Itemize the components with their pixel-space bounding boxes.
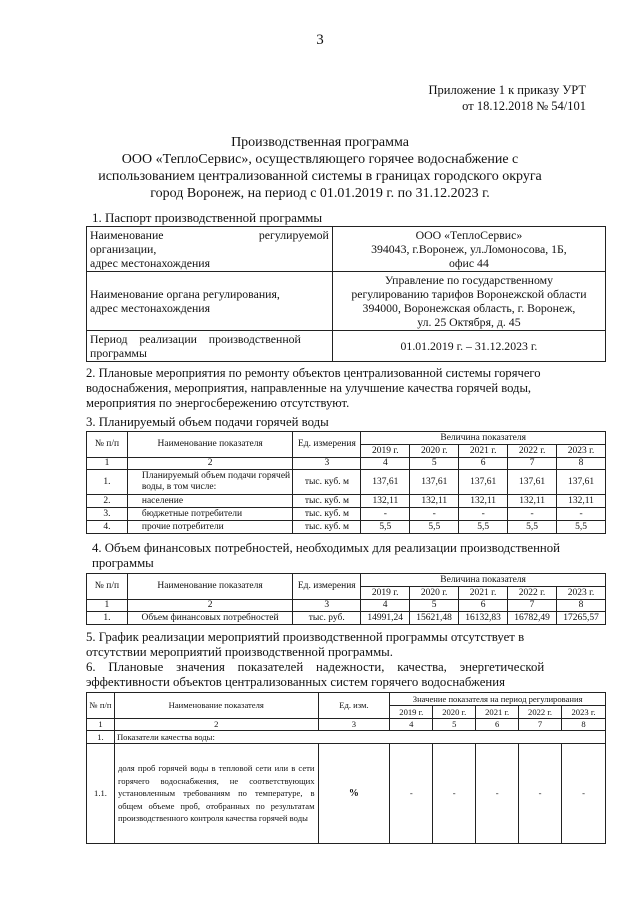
header-value-group: Величина показателя: [361, 574, 606, 587]
passport-value-line: офис 44: [449, 256, 489, 270]
passport-label-part: Наименование органа регулирования,: [90, 287, 280, 301]
header-year: 2019 г.: [361, 587, 410, 600]
row-num: 1.1.: [87, 744, 115, 844]
header-year: 2019 г.: [390, 706, 433, 719]
title-line-2: ООО «ТеплоСервис», осуществляющего горячее водоснабжение с: [121, 152, 519, 167]
passport-value-line: ул. 25 Октября, д. 45: [417, 315, 521, 329]
section-6-line: 6. Плановые значения показателей надежности, качества, энергетической: [86, 660, 545, 674]
table-row: [87, 272, 606, 331]
row-value: 132,11: [557, 495, 606, 508]
row-unit: тыс. куб. м: [293, 521, 361, 534]
row-value: -: [519, 744, 562, 844]
col-number: 3: [293, 458, 361, 470]
section-6-text: [86, 660, 606, 690]
col-number: 7: [508, 458, 557, 470]
passport-value-line: 394043, г.Воронеж, ул.Ломоносова, 1Б,: [371, 242, 567, 256]
header-num: № п/п: [87, 574, 128, 600]
row-value: 132,11: [361, 495, 410, 508]
indicators-table: [86, 692, 606, 844]
passport-label: [87, 331, 333, 362]
row-value: 132,11: [508, 495, 557, 508]
row-name: население: [127, 495, 293, 508]
col-number: 2: [114, 719, 318, 731]
row-unit: тыс. руб.: [293, 612, 361, 625]
section-2-text: [86, 366, 606, 411]
col-number: 4: [361, 600, 410, 612]
row-value: 137,61: [361, 470, 410, 495]
passport-label: [87, 272, 333, 331]
col-number: 5: [433, 719, 476, 731]
column-number-row: [87, 719, 606, 731]
row-num: 1.: [87, 612, 128, 625]
appendix-line-1: Приложение 1 к приказу УРТ: [428, 83, 586, 97]
table-header-row: [87, 693, 606, 706]
section-3-heading: 3. Планируемый объем подачи горячей воды: [86, 415, 329, 429]
header-year: 2020 г.: [433, 706, 476, 719]
row-value: 16782,49: [508, 612, 557, 625]
title-line-1: Производственная программа: [231, 135, 409, 150]
header-year: 2020 г.: [410, 587, 459, 600]
row-value: 5,5: [361, 521, 410, 534]
document-title: [60, 134, 580, 202]
header-unit: Ед. изм.: [318, 693, 390, 719]
row-num: 3.: [87, 508, 128, 521]
header-value-group: Величина показателя: [361, 432, 606, 445]
table-row: [87, 495, 606, 508]
row-value: -: [390, 744, 433, 844]
row-value: 5,5: [557, 521, 606, 534]
row-num: 4.: [87, 521, 128, 534]
header-year: 2020 г.: [410, 445, 459, 458]
header-num: № п/п: [87, 693, 115, 719]
finance-table: [86, 573, 606, 625]
column-number-row: [87, 458, 606, 470]
title-line-3: использованием централизованной системы в границах городского округа: [98, 169, 542, 184]
col-number: 8: [557, 458, 606, 470]
header-name: Наименование показателя: [127, 432, 293, 458]
col-number: 8: [562, 719, 606, 731]
passport-label: [87, 227, 333, 272]
section-6-line: эффективности объектов централизованных систем горячего водоснабжения: [86, 675, 505, 689]
header-year: 2023 г.: [562, 706, 606, 719]
title-line-4: город Воронеж, на период с 01.01.2019 г. по 31.12.2023 г.: [150, 186, 490, 201]
header-year: 2023 г.: [557, 445, 606, 458]
row-unit: %: [318, 744, 390, 844]
header-year: 2021 г.: [476, 706, 519, 719]
passport-label-part: программы: [90, 346, 147, 360]
section-1-heading: 1. Паспорт производственной программы: [92, 210, 323, 225]
passport-value-line: ООО «ТеплоСервис»: [415, 228, 523, 242]
group-row: [87, 731, 606, 744]
col-number: 7: [508, 600, 557, 612]
row-name: прочие потребители: [127, 521, 293, 534]
row-name: Объем финансовых потребностей: [127, 612, 292, 625]
header-name: Наименование показателя: [127, 574, 292, 600]
passport-label-part: Период реализации производственной: [90, 332, 301, 346]
row-unit: тыс. куб. м: [293, 508, 361, 521]
row-name: бюджетные потребители: [127, 508, 293, 521]
header-year: 2022 г.: [508, 445, 557, 458]
row-value: 137,61: [508, 470, 557, 495]
col-number: 3: [293, 600, 361, 612]
table-row: [87, 521, 606, 534]
col-number: 6: [459, 458, 508, 470]
col-number: 4: [390, 719, 433, 731]
header-name: Наименование показателя: [114, 693, 318, 719]
table-row: [87, 331, 606, 362]
header-year: 2021 г.: [459, 587, 508, 600]
row-value: -: [433, 744, 476, 844]
col-number: 3: [318, 719, 390, 731]
table-row: [87, 227, 606, 272]
row-value: -: [562, 744, 606, 844]
row-unit: тыс. куб. м: [293, 495, 361, 508]
passport-value: [332, 272, 605, 331]
row-value: 137,61: [557, 470, 606, 495]
table-header-row: [87, 574, 606, 587]
table-header-row: [87, 432, 606, 445]
row-value: -: [459, 508, 508, 521]
col-number: 1: [87, 458, 128, 470]
passport-label-part: адрес местонахождения: [90, 301, 211, 315]
passport-value: [332, 227, 605, 272]
col-number: 8: [557, 600, 606, 612]
passport-label-part: Наименование: [90, 228, 164, 242]
col-number: 2: [127, 600, 292, 612]
passport-label-part: адрес местонахождения: [90, 256, 211, 270]
col-number: 6: [459, 600, 508, 612]
section-5-line: отсутствии мероприятий производственной программы.: [86, 645, 393, 659]
col-number: 1: [87, 719, 115, 731]
table-row: [87, 612, 606, 625]
row-value: 5,5: [410, 521, 459, 534]
row-value: 5,5: [508, 521, 557, 534]
header-num: № п/п: [87, 432, 128, 458]
appendix-line-2: от 18.12.2018 № 54/101: [462, 99, 586, 113]
col-number: 7: [519, 719, 562, 731]
row-value: -: [361, 508, 410, 521]
section-4-text: [92, 541, 606, 571]
table-row: [87, 508, 606, 521]
col-number: 6: [476, 719, 519, 731]
row-value: 16132,83: [459, 612, 508, 625]
header-year: 2023 г.: [557, 587, 606, 600]
passport-value-line: 394000, Воронежская область, г. Воронеж,: [362, 301, 576, 315]
volume-table: [86, 431, 606, 534]
col-number: 5: [410, 458, 459, 470]
passport-label-part: организации,: [90, 242, 157, 256]
header-year: 2021 г.: [459, 445, 508, 458]
row-unit: тыс. куб. м: [293, 470, 361, 495]
group-name: Показатели качества воды:: [114, 731, 605, 744]
row-value: 137,61: [410, 470, 459, 495]
passport-value-line: регулированию тарифов Воронежской области: [351, 287, 587, 301]
row-value: 132,11: [459, 495, 508, 508]
row-value: 5,5: [459, 521, 508, 534]
passport-value: 01.01.2019 г. – 31.12.2023 г.: [332, 331, 605, 362]
header-year: 2019 г.: [361, 445, 410, 458]
header-year: 2022 г.: [508, 587, 557, 600]
row-name: доля проб горячей воды в тепловой сети или в сети горячего водоснабжения, не соответствующих установленным требованиям по температуре, в общем объеме проб, отобранных по результатам производственного контроля качества горячей воды: [114, 744, 318, 844]
column-number-row: [87, 600, 606, 612]
page-number: 3: [316, 32, 324, 48]
table-row: [87, 470, 606, 495]
row-value: -: [557, 508, 606, 521]
row-value: 14991,24: [361, 612, 410, 625]
row-value: 137,61: [459, 470, 508, 495]
row-value: -: [410, 508, 459, 521]
row-num: 1.: [87, 731, 115, 744]
passport-value-line: Управление по государственному: [384, 273, 554, 287]
row-value: 132,11: [410, 495, 459, 508]
passport-label-part: регулируемой: [258, 228, 329, 242]
section-5-line: 5. График реализации мероприятий производственной программы отсутствует в: [86, 630, 525, 644]
section-4-line: 4. Объем финансовых потребностей, необходимых для реализации производственной: [92, 541, 561, 555]
section-2-line: 2. Плановые мероприятия по ремонту объектов централизованной системы горячего: [86, 366, 541, 380]
section-2-line: водоснабжения, мероприятия, направленные на улучшение качества горячей воды,: [86, 381, 532, 395]
header-unit: Ед. измерения: [293, 432, 361, 458]
col-number: 2: [127, 458, 293, 470]
row-value: 15621,48: [410, 612, 459, 625]
header-unit: Ед. измерения: [293, 574, 361, 600]
row-value: 17265,57: [557, 612, 606, 625]
section-2-line: мероприятия по энергосбережению отсутствуют.: [86, 396, 350, 410]
row-num: 2.: [87, 495, 128, 508]
passport-table: [86, 226, 606, 362]
table-row: [87, 744, 606, 844]
header-value-group: Значение показателя на период регулирования: [390, 693, 606, 706]
col-number: 5: [410, 600, 459, 612]
row-value: -: [476, 744, 519, 844]
row-value: -: [508, 508, 557, 521]
section-4-line: программы: [92, 556, 154, 570]
row-num: 1.: [87, 470, 128, 495]
col-number: 1: [87, 600, 128, 612]
appendix-note: [429, 82, 587, 114]
col-number: 4: [361, 458, 410, 470]
section-5-text: [86, 630, 606, 660]
row-name: Планируемый объем подачи горячей воды, в том числе:: [127, 470, 293, 495]
header-year: 2022 г.: [519, 706, 562, 719]
